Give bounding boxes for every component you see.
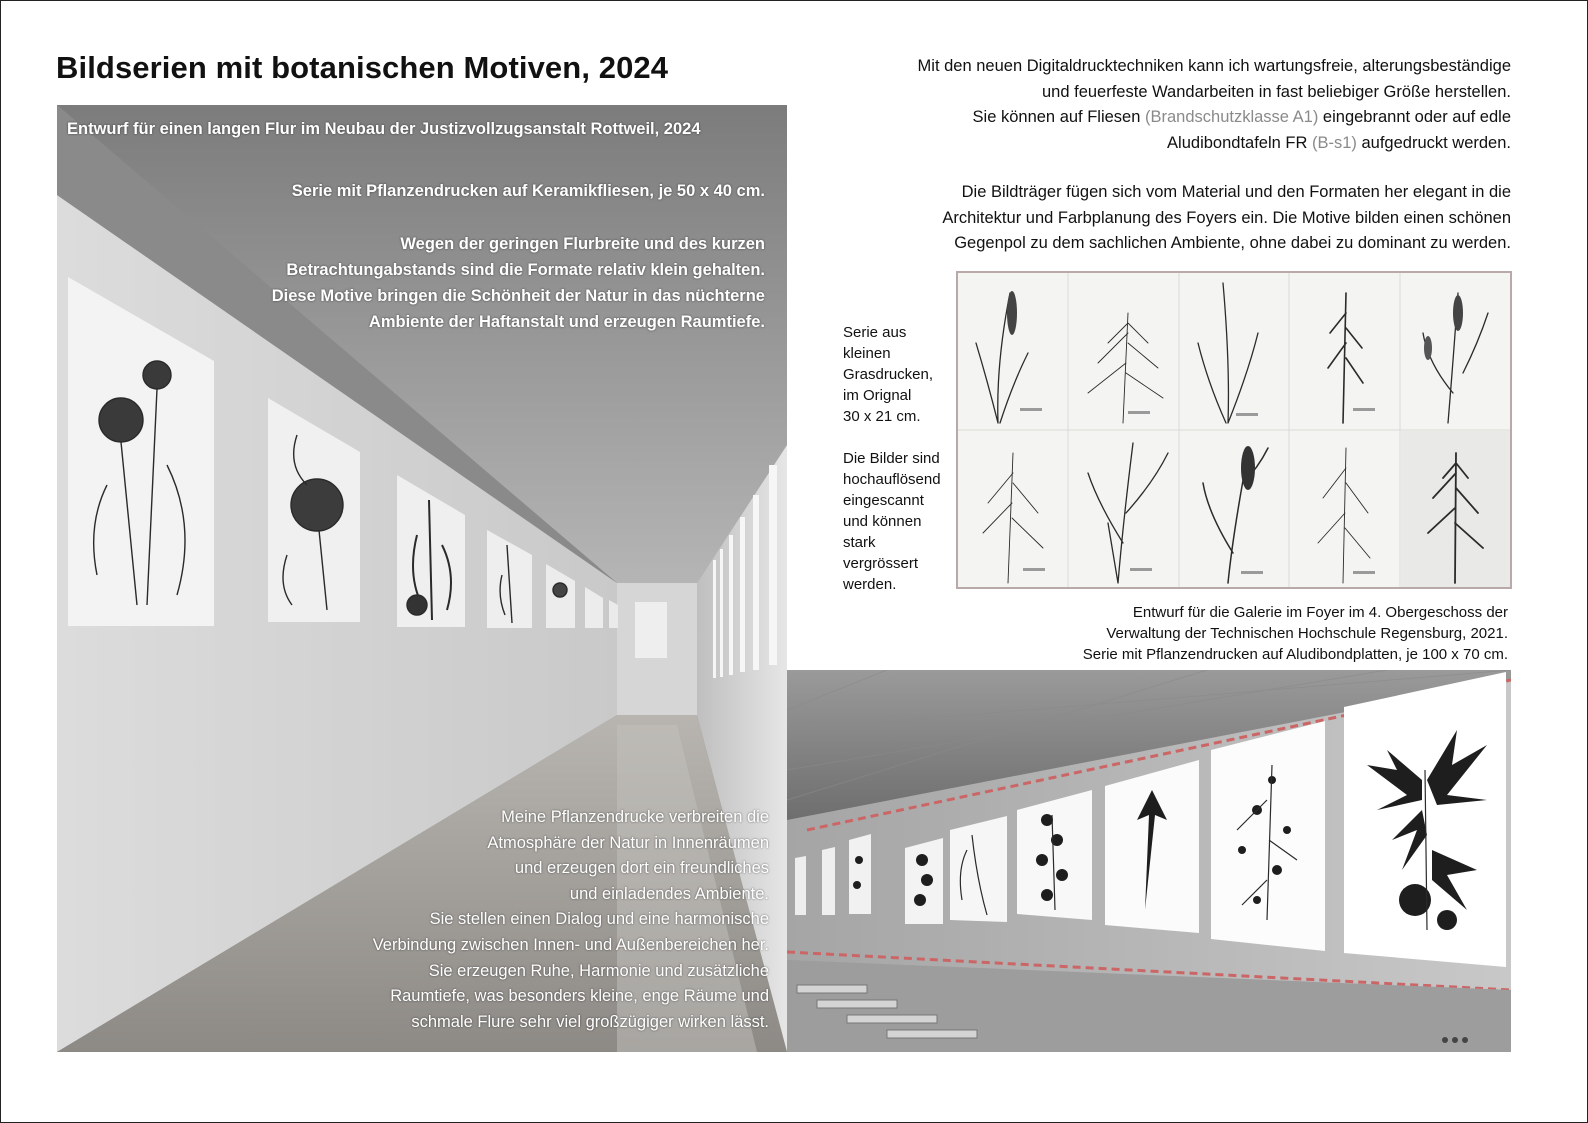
note-line: vergrössert — [843, 555, 919, 572]
grass-prints-illustration — [958, 273, 1510, 587]
intro-text: aufgedruckt werden. — [1356, 134, 1511, 153]
caption-line: Verwaltung der Technischen Hochschule Regensburg, 2021. — [1106, 625, 1508, 642]
note-line: stark — [843, 534, 876, 551]
intro-line: Mit den neuen Digitaldrucktechniken kann ich wartungsfreie, alterungsbeständige — [917, 57, 1511, 75]
note-line: werden. — [843, 576, 897, 593]
intro-line: und feuerfeste Wandarbeiten in fast beliebiger Größe herstellen. — [1042, 82, 1511, 101]
intro-text: Sie können auf Fliesen — [972, 108, 1145, 127]
fire-class-note: (B-s1) — [1311, 134, 1357, 153]
format-line: Ambiente der Haftanstalt und erzeugen Raumtiefe. — [368, 313, 765, 331]
caption-line: Entwurf für die Galerie im Foyer im 4. Obergeschoss der — [1132, 604, 1508, 621]
atmosphere-line: schmale Flure sehr viel großzügiger wirken lässt. — [411, 1012, 769, 1031]
corridor-photo — [57, 105, 787, 1052]
note-line: Die Bilder sind — [843, 450, 940, 467]
format-line: Betrachtungabstands sind die Formate relativ klein gehalten. — [286, 261, 765, 279]
note-line: hochauflösend — [843, 471, 941, 488]
page-title: Bildserien mit botanischen Motiven, 2024 — [56, 50, 669, 85]
foyer-line: Die Bildträger fügen sich vom Material und den Formaten her elegant in die — [961, 183, 1511, 201]
atmosphere-paragraph — [373, 805, 769, 1035]
note-line: kleinen — [843, 345, 891, 362]
note-line — [843, 427, 941, 448]
foyer-line: Architektur und Farbplanung des Foyers ein. Die Motive bilden einen schönen — [942, 208, 1511, 227]
corridor-caption: Entwurf für einen langen Flur im Neubau der Justizvollzugsanstalt Rottweil, 2024 — [67, 120, 701, 138]
note-line: im Orignal — [843, 387, 912, 404]
caption-line: Serie mit Pflanzendrucken auf Aludibondplatten, je 100 x 70 cm. — [1082, 646, 1508, 663]
note-line: Serie aus — [843, 324, 907, 341]
note-line: eingescannt — [843, 492, 924, 509]
foyer-line: Gegenpol zu dem sachlichen Ambiente, ohne dabei zu dominant zu werden. — [954, 234, 1511, 253]
format-line: Diese Motive bringen die Schönheit der Natur in das nüchterne — [271, 287, 765, 305]
atmosphere-line: Verbindung zwischen Innen- und Außenbereichen her. — [372, 935, 769, 954]
intro-paragraph — [751, 54, 1511, 157]
intro-line — [751, 131, 1511, 157]
atmosphere-line: und erzeugen dort ein freundliches — [514, 859, 769, 878]
intro-line — [751, 105, 1511, 131]
atmosphere-line: Sie stellen einen Dialog und eine harmonische — [429, 910, 769, 929]
atmosphere-line: Meine Pflanzendrucke verbreiten die — [501, 808, 769, 826]
format-line: Wegen der geringen Flurbreite und des kurzen — [400, 235, 765, 253]
atmosphere-line: Atmosphäre der Natur in Innenräumen — [487, 833, 769, 852]
note-line: Grasdrucken, — [843, 366, 934, 383]
atmosphere-line: Sie erzeugen Ruhe, Harmonie und zusätzliche — [428, 961, 769, 980]
intro-text: Aludibondtafeln FR — [1167, 134, 1312, 153]
atmosphere-line: Raumtiefe, was besonders kleine, enge Räume und — [390, 987, 769, 1006]
intro-text: eingebrannt oder auf edle — [1318, 108, 1511, 127]
note-line: und können — [843, 513, 922, 530]
foyer-paragraph — [751, 180, 1511, 257]
note-line: 30 x 21 cm. — [843, 408, 921, 425]
gallery-illustration — [787, 670, 1511, 1052]
fire-class-note: (Brandschutzklasse A1) — [1145, 108, 1319, 127]
grass-series-note — [843, 322, 941, 595]
atmosphere-line: und einladendes Ambiente. — [569, 884, 769, 903]
format-paragraph — [272, 231, 765, 335]
gallery-caption — [1083, 602, 1508, 665]
tiles-series-text: Serie mit Pflanzendrucken auf Keramikfliesen, je 50 x 40 cm. — [291, 182, 765, 200]
gallery-photo — [787, 670, 1511, 1052]
grass-prints-grid — [956, 271, 1512, 589]
